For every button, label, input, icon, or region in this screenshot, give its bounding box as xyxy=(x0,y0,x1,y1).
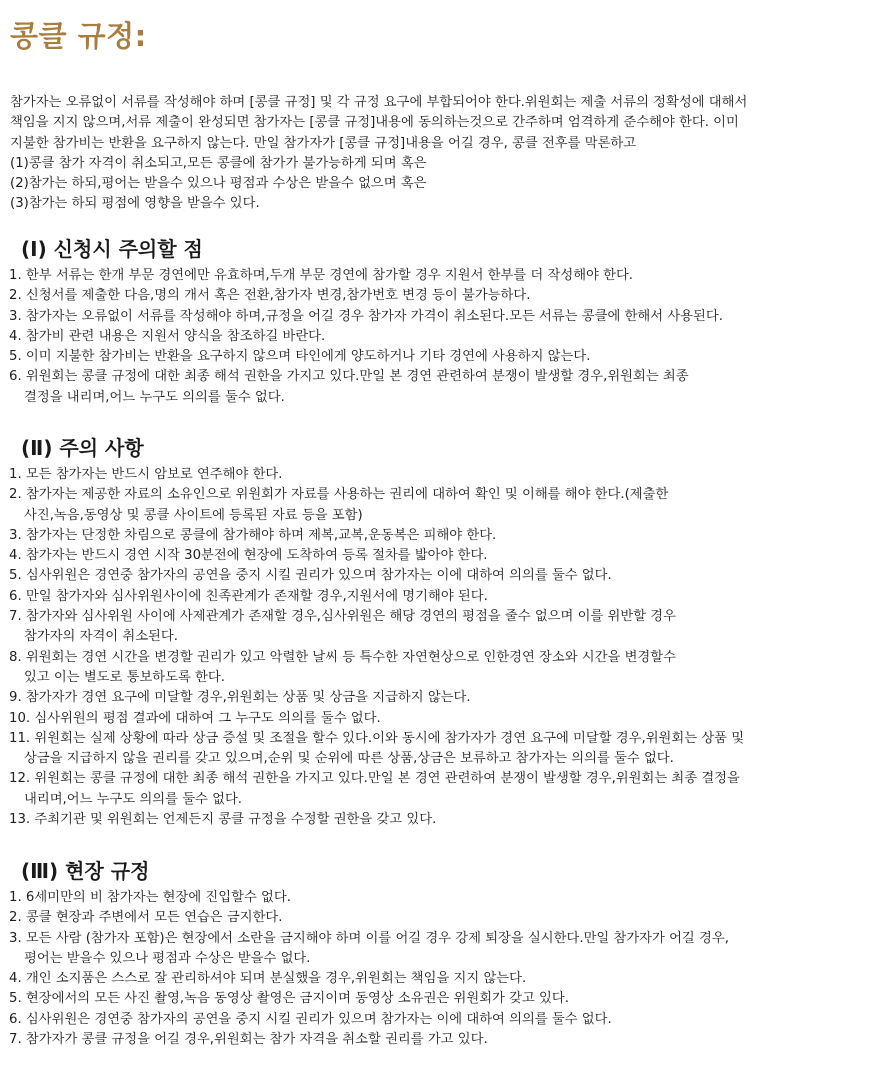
page-title: 콩클 규정: xyxy=(10,19,147,53)
rule-line: 4. 참가비 관련 내용은 지원서 양식을 참조하길 바란다. xyxy=(9,328,326,344)
rule-item xyxy=(9,1010,889,1030)
intro-line: 참가자는 오류없이 서류를 작성해야 하며 [콩클 규정] 및 각 규정 요구에 부합되어야 한다.위원회는 제출 서류의 정확성에 대해서 xyxy=(10,95,748,110)
section-heading: (Ⅲ) 현장 규정 xyxy=(21,859,150,883)
rule-line: 2. 참가자는 제공한 자료의 소유인으로 위원회가 자료를 사용하는 권리에 대하여 확인 및 이해를 해야 한다.(제출한 xyxy=(9,487,669,503)
rule-item xyxy=(9,648,889,689)
intro-line: (1)콩클 참가 자격이 취소되고,모든 콩클에 참가가 불가능하게 되며 혹은 xyxy=(10,155,427,171)
rule-line: 8. 위원회는 경연 시간을 변경할 권리가 있고 악렬한 날씨 등 특수한 자연현상으로 인한경연 장소와 시간을 변경할수 xyxy=(9,649,676,665)
rule-item xyxy=(9,347,889,367)
section-application-notes xyxy=(9,236,889,408)
rule-item xyxy=(9,327,889,347)
rule-line: 5. 심사위원은 경연중 참가자의 공연을 중지 시킬 권리가 있으며 참가자는 이에 대하여 의의를 둘수 없다. xyxy=(9,568,612,584)
rule-line-continued: 평어는 받을수 있으나 평점과 수상은 받을수 없다. xyxy=(24,950,311,966)
rule-line: 1. 6세미만의 비 참가자는 현장에 진입할수 없다. xyxy=(9,890,291,905)
rule-item xyxy=(9,989,889,1009)
rule-line-continued: 상금을 지급하지 않을 권리를 갖고 있으며,순위 및 순위에 따른 상품,상금은 보류하고 참가자는 의의를 둘수 없다. xyxy=(24,751,674,767)
rule-item xyxy=(9,709,889,729)
rule-item xyxy=(9,307,889,327)
intro-paragraph xyxy=(10,93,885,215)
rule-line: 4. 개인 소지품은 스스로 잘 관리하셔야 되며 분실했을 경우,위원회는 책임을 지지 않는다. xyxy=(9,971,527,987)
rule-item xyxy=(9,286,889,306)
rule-line: 5. 현장에서의 모든 사진 촬영,녹음 동영상 촬영은 금지이며 동영상 소유권은 위원회가 갖고 있다. xyxy=(9,991,569,1007)
rule-line-continued: 있고 이는 별도로 통보하도록 한다. xyxy=(24,669,225,685)
rule-item xyxy=(9,908,889,928)
rule-line: 6. 만일 참가자와 심사위원사이에 친족관계가 존재할 경우,지원서에 명기해야 된다. xyxy=(9,588,488,604)
rule-line: 3. 모든 사람 (참가자 포함)은 현장에서 소란을 금지해야 하며 이를 어길 경우 강제 퇴장을 실시한다.만일 참가자가 어길 경우, xyxy=(9,930,729,946)
rule-line: 9. 참가자가 경연 요구에 미달할 경우,위원회는 상품 및 상금을 지급하지 않는다. xyxy=(9,690,471,706)
rule-item xyxy=(9,485,889,526)
section-venue-rules xyxy=(9,858,889,1050)
section-heading: (Ⅱ) 주의 사항 xyxy=(21,436,144,460)
rule-line-continued: 결정을 내리며,어느 누구도 의의를 둘수 없다. xyxy=(24,389,285,405)
rule-item xyxy=(9,566,889,586)
rule-item xyxy=(9,465,889,485)
rule-line: 6. 심사위원은 경연중 참가자의 공연을 중지 시킬 권리가 있으며 참가자는 이에 대하여 의의를 둘수 없다. xyxy=(9,1011,612,1027)
rule-item xyxy=(9,969,889,989)
rule-line-continued: 내리며,어느 누구도 의의를 둘수 없다. xyxy=(24,791,243,807)
rule-line: 3. 참가자는 오류없이 서류를 작성해야 하며,규정을 어길 경우 참가자 가격이 취소된다.모든 서류는 콩클에 한해서 사용된다. xyxy=(9,308,723,324)
intro-line: (3)참가는 하되 평점에 영향을 받을수 있다. xyxy=(10,196,260,212)
rule-line: 10. 심사위원의 평점 결과에 대하여 그 누구도 의의를 둘수 없다. xyxy=(9,710,381,726)
rule-line: 1. 한부 서류는 한개 부문 경연에만 유효하며,두개 부문 경연에 참가할 경우 지원서 한부를 더 작성해야 한다. xyxy=(9,268,634,283)
rule-item xyxy=(9,929,889,970)
rule-line: 6. 위원회는 콩클 규정에 대한 최종 해석 권한을 가지고 있다.만일 본 경연 관련하여 분쟁이 발생할 경우,위원회는 최종 xyxy=(9,369,689,385)
rule-line: 7. 참가자가 콩클 규정을 어길 경우,위원회는 참가 자격을 취소할 권리를 가고 있다. xyxy=(9,1032,488,1048)
rule-item xyxy=(9,1030,889,1050)
intro-line: 책임을 지지 않으며,서류 제출이 완성되면 참가자는 [콩클 규정]내용에 동의하는것으로 간주하며 엄격하게 준수해야 한다. 이미 xyxy=(10,115,739,131)
rule-item xyxy=(9,810,889,830)
rule-line: 11. 위원회는 실제 상황에 따라 상금 증설 및 조절을 할수 있다.이와 동시에 참가자가 경연 요구에 미달할 경우,위원회는 상품 및 xyxy=(9,730,745,746)
rule-line: 1. 모든 참가자는 반드시 암보로 연주해야 한다. xyxy=(9,467,283,482)
rule-item xyxy=(9,546,889,566)
intro-line: (2)참가는 하되,평어는 받을수 있으나 평점과 수상은 받을수 없으며 혹은 xyxy=(10,176,427,192)
rule-item xyxy=(9,729,889,770)
rule-line: 7. 참가자와 심사위원 사이에 사제관계가 존재할 경우,심사위원은 해당 경연의 평점을 줄수 없으며 이를 위반할 경우 xyxy=(9,609,676,625)
section-heading: (Ⅰ) 신청시 주의할 점 xyxy=(21,237,203,261)
rule-line: 13. 주최기관 및 위원회는 언제든지 콩클 규정을 수정할 권한을 갖고 있다. xyxy=(9,812,437,828)
rule-item xyxy=(9,367,889,408)
rule-line-continued: 사진,녹음,동영상 및 콩클 사이트에 등록된 자료 등을 포함) xyxy=(24,507,363,523)
rule-line: 2. 콩클 현장과 주변에서 모든 연습은 금지한다. xyxy=(9,910,283,926)
rule-item xyxy=(9,688,889,708)
rule-line: 12. 위원회는 콩클 규정에 대한 최종 해석 권한을 가지고 있다.만일 본 경연 관련하여 분쟁이 발생할 경우,위원회는 최종 결정을 xyxy=(9,771,740,787)
rule-item xyxy=(9,266,889,286)
rule-line: 2. 신청서를 제출한 다음,명의 개서 혹은 전환,참가자 변경,참가번호 변경 등이 불가능하다. xyxy=(9,288,531,304)
section-precautions xyxy=(9,435,889,830)
rule-item xyxy=(9,769,889,810)
rule-line-continued: 참가자의 자격이 취소된다. xyxy=(24,629,178,645)
rule-item xyxy=(9,888,889,908)
rule-line: 4. 참가자는 반드시 경연 시작 30분전에 현장에 도착하여 등록 절차를 밟아야 한다. xyxy=(9,548,488,564)
intro-line: 지불한 참가비는 반환을 요구하지 않는다. 만일 참가자가 [콩클 규정]내용을 어길 경우, 콩클 전후를 막론하고 xyxy=(10,135,637,151)
rule-item xyxy=(9,587,889,607)
rule-item xyxy=(9,526,889,546)
rule-line: 3. 참가자는 단정한 차림으로 콩클에 참가해야 하며 제복,교복,운동복은 피해야 한다. xyxy=(9,527,497,543)
rule-line: 5. 이미 지불한 참가비는 반환을 요구하지 않으며 타인에게 양도하거나 기타 경연에 사용하지 않는다. xyxy=(9,349,591,365)
rule-item xyxy=(9,607,889,648)
